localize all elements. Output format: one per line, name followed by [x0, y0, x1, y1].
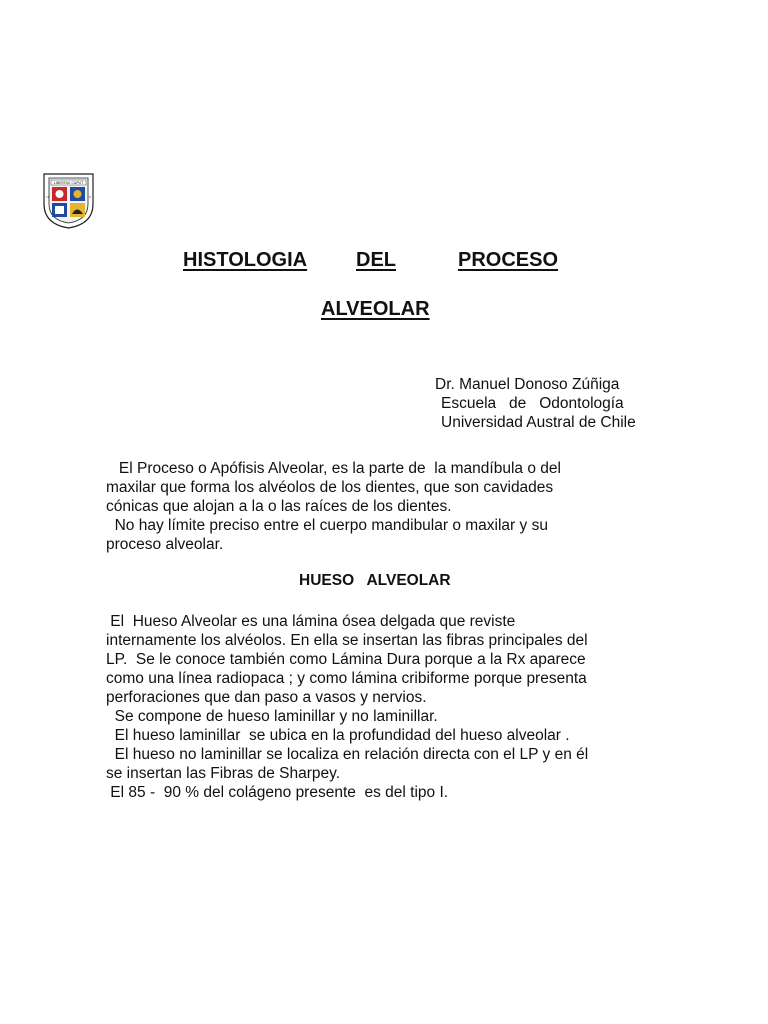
body-line: como una línea radiopaca ; y como lámina cribiforme porque presenta [106, 670, 587, 687]
title-word-histologia: HISTOLOGIA [183, 249, 308, 271]
body-line: perforaciones que dan paso a vasos y nervios. [106, 689, 427, 706]
author-university: Universidad Austral de Chile [441, 414, 636, 431]
svg-text:C: C [89, 195, 92, 199]
body-line: Se compone de hueso laminillar y no laminillar. [106, 708, 438, 725]
svg-text:LIBERTAS CAPUT: LIBERTAS CAPUT [53, 181, 84, 185]
intro-line: No hay límite preciso entre el cuerpo mandibular o maxilar y su [106, 517, 548, 534]
title-word-del: DEL [356, 249, 396, 271]
intro-line: proceso alveolar. [106, 536, 224, 553]
section-heading: HUESO ALVEOLAR [299, 572, 451, 589]
author-school: Escuela de Odontología [441, 395, 624, 412]
intro-line: cónicas que alojan a la o las raíces de los dientes. [106, 498, 452, 515]
intro-line: maxilar que forma los alvéolos de los dientes, que son cavidades [106, 479, 554, 496]
body-paragraph [106, 612, 588, 802]
body-line: El 85 - 90 % del colágeno presente es del tipo I. [106, 784, 449, 801]
body-line: El hueso laminillar se ubica en la profundidad del hueso alveolar . [106, 727, 570, 744]
body-line: LP. Se le conoce también como Lámina Dura porque a la Rx aparece [106, 651, 586, 668]
intro-paragraph [106, 459, 561, 554]
university-crest-icon [41, 172, 96, 230]
svg-text:U: U [46, 195, 49, 199]
body-line: internamente los alvéolos. En ella se insertan las fibras principales del [106, 632, 588, 649]
body-line: se insertan las Fibras de Sharpey. [106, 765, 341, 782]
title-word-alveolar: ALVEOLAR [321, 298, 430, 320]
title-word-proceso: PROCESO [458, 249, 559, 271]
author-name: Dr. Manuel Donoso Zúñiga [435, 376, 620, 393]
body-line: El Hueso Alveolar es una lámina ósea delgada que reviste [106, 613, 516, 630]
intro-line: El Proceso o Apófisis Alveolar, es la parte de la mandíbula o del [106, 460, 561, 477]
body-line: El hueso no laminillar se localiza en relación directa con el LP y en él [106, 746, 589, 763]
